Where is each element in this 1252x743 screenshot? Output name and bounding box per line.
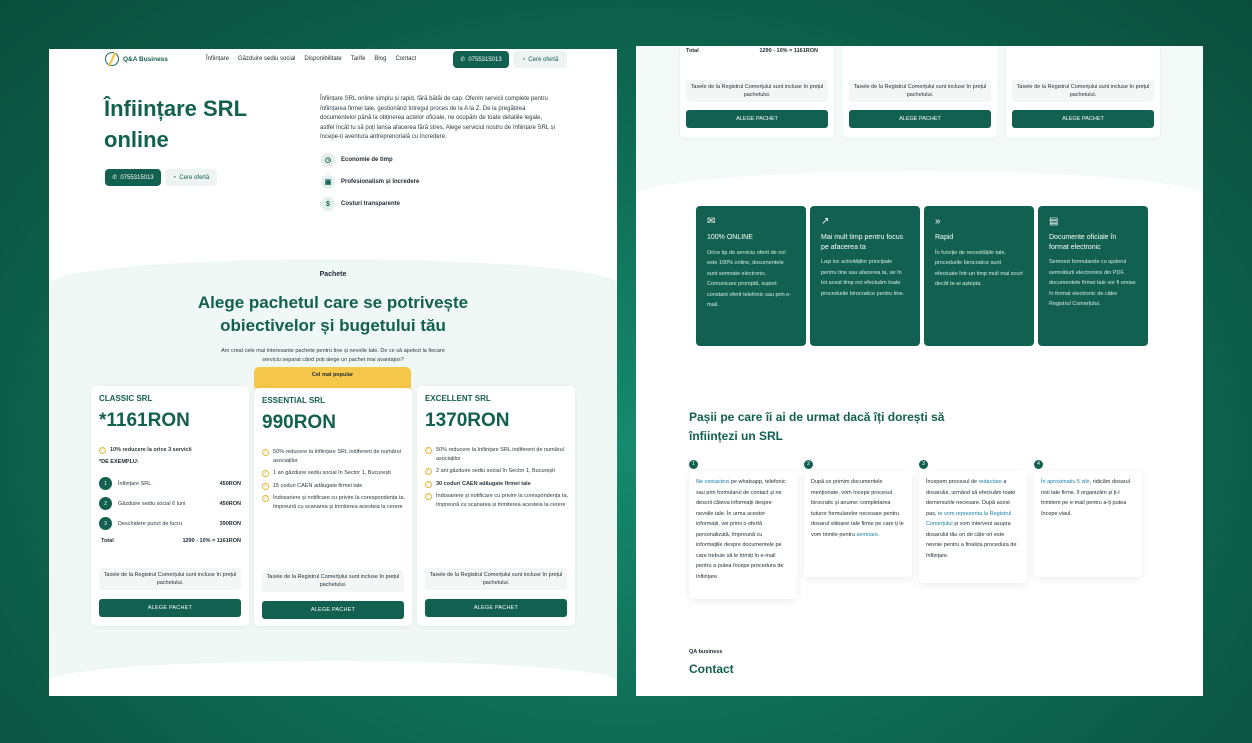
step-text: , ridicăm dosarul noii tale firme, îl organizăm și ți-l trimitem pe e-mail pentru a-ți putea începe viaul. bbox=[1041, 479, 1130, 517]
phone-icon: ✆ bbox=[112, 175, 118, 181]
nav-phone-button[interactable] bbox=[453, 51, 509, 68]
menu-item-gazduire[interactable]: Găzduire sediu social bbox=[238, 56, 296, 62]
benefit-card-online bbox=[696, 206, 806, 346]
step-number-2: 2 bbox=[804, 460, 813, 469]
whatsapp-icon: ◔ bbox=[172, 174, 177, 181]
bullet-text: 50% reducere la înființare SRL indiferent de numărul asociaților bbox=[436, 447, 564, 462]
packages-subtitle: Am creat cele mai interesante pachete pentru tine și nevoile tale. De ce să apelezi la fiecare serviciu separat când poți alege un pachet mai avantajos? bbox=[221, 348, 445, 363]
example-row bbox=[99, 497, 241, 510]
feature-label: Profesionalism și încredere bbox=[341, 179, 420, 185]
benefit-card-rapid bbox=[924, 206, 1034, 346]
classic-discount bbox=[99, 446, 243, 459]
discount-text: 10% reducere la orice 3 servicii bbox=[110, 447, 192, 453]
step-text: După ce primim documentele menționate, vom începe procesul birocratic și anume: completarea tuturor formularelor necesare pentru dosarul viitoarei tale firme pe care ți le vom trimite pentru bbox=[811, 479, 904, 538]
example-total bbox=[686, 48, 824, 54]
check-icon: ✓ bbox=[263, 482, 268, 489]
benefit-card-focus bbox=[810, 206, 920, 346]
hero-offer-label: Cere ofertă bbox=[179, 174, 210, 181]
bullet-item bbox=[99, 446, 243, 455]
step-number: 1 bbox=[99, 477, 112, 490]
choose-package-button[interactable]: ALEGE PACHET bbox=[1012, 110, 1154, 128]
tax-note: Taxele de la Registrul Comerțului sunt incluse în prețul pachetului. bbox=[99, 568, 241, 590]
feature-costuri bbox=[321, 197, 400, 211]
choose-package-button[interactable]: ALEGE PACHET bbox=[262, 601, 404, 619]
step-card-1 bbox=[689, 471, 797, 599]
step-text: a dosarului, urmând să efectuăm toate demersurile necesare. După acest pas, bbox=[926, 479, 1016, 517]
feature-label: Economie de timp bbox=[341, 157, 393, 163]
total-label: Total bbox=[101, 538, 114, 544]
example-price: 450RON bbox=[219, 500, 241, 507]
tax-note: Taxele de la Registrul Comerțului sunt incluse în prețul pachetului. bbox=[686, 80, 828, 102]
contact-title: Contact bbox=[689, 662, 734, 676]
bullet-text: 2 ani găzduire sediu social în Sector 1, București bbox=[436, 468, 555, 474]
check-icon: ✓ bbox=[426, 447, 431, 453]
bullet-item bbox=[262, 494, 406, 511]
benefit-title: 100% ONLINE bbox=[707, 234, 753, 241]
phone-icon: ✆ bbox=[460, 57, 466, 63]
benefit-text: Semnezi formularele cu ajutorul semnăturii electronice din PDF, documentele firmei tale vor fi emise în format electronic de către Registrul Comerțului. bbox=[1049, 259, 1136, 307]
tax-note: Taxele de la Registrul Comerțului sunt incluse în prețul pachetului. bbox=[1012, 80, 1154, 102]
step-text: pe whatsapp, telefonic sau prin formularul de contact și ne descrii câteva informații despre nevoile tale. În urma acestor informații, vei primi o ofertă personalizată, împreună cu informațiile despre documentele pe care trebuie să le trimiți în e-mail pentru a putea începe procedura de înființare. bbox=[696, 479, 786, 580]
example-price: 450RON bbox=[219, 480, 241, 487]
clock-icon: ◷ bbox=[321, 153, 335, 167]
bullet-text: Îndosariere și notificare cu privire la corespondența ta, împreună cu scanarea și trimiterea acesteia la cerere bbox=[273, 495, 406, 510]
check-icon: ✓ bbox=[100, 447, 105, 453]
step-text: Începem procesul de bbox=[926, 479, 979, 485]
package-name: EXCELLENT SRL bbox=[425, 394, 491, 403]
check-icon: ✓ bbox=[263, 495, 268, 501]
hero-phone-number: 0755315013 bbox=[120, 174, 154, 181]
example-label: Deschidere punct de lucru bbox=[118, 520, 182, 527]
bullet-item bbox=[425, 480, 569, 489]
package-card-bottom-excellent bbox=[1006, 46, 1160, 138]
benefit-title: Rapid bbox=[935, 234, 954, 241]
example-title: *DE EXEMPLU: bbox=[99, 459, 139, 465]
check-icon: ✓ bbox=[263, 470, 268, 476]
menu-item-disponibilitate[interactable]: Disponibilitate bbox=[304, 56, 342, 62]
total-value: 1290 - 10% = 1161RON bbox=[759, 48, 818, 54]
benefit-text: Orice tip de serviciu oferit de noi este 100% online, documentele sunt semnate electronic. Comunicare promptă, suport constant oferit telefonic sau prin e-mail. bbox=[707, 249, 792, 308]
briefcase-icon: ▣ bbox=[321, 175, 335, 189]
example-price: 390RON bbox=[219, 520, 241, 527]
feature-label: Costuri transparente bbox=[341, 201, 401, 207]
packages-label: Pachete bbox=[319, 271, 347, 278]
check-icon: ✓ bbox=[426, 468, 431, 474]
choose-package-button[interactable]: ALEGE PACHET bbox=[425, 599, 567, 617]
benefit-card-documente bbox=[1038, 206, 1148, 346]
bullet-text: 15 coduri CAEN adăugate firmei tale bbox=[273, 482, 363, 489]
feature-economie bbox=[321, 153, 393, 167]
step-number: 2 bbox=[99, 497, 112, 510]
step-text-tail: . bbox=[877, 531, 880, 538]
tax-note: Taxele de la Registrul Comerțului sunt incluse în prețul pachetului. bbox=[849, 80, 991, 102]
total-value: 1290 - 10% = 1161RON bbox=[182, 538, 241, 544]
hero-title: Înființare SRL online bbox=[104, 96, 247, 152]
package-name: ESSENTIAL SRL bbox=[262, 396, 325, 405]
contact-eyebrow: QA business bbox=[689, 649, 723, 655]
bullet-item bbox=[262, 482, 406, 491]
example-row bbox=[99, 477, 241, 490]
bullet-item bbox=[425, 446, 569, 463]
left-screenshot-panel bbox=[49, 49, 617, 696]
check-icon: ✓ bbox=[263, 449, 268, 455]
package-card-essential bbox=[254, 386, 412, 626]
packages-title: Alege pachetul care se potrivește obiectivelor și bugetului tău bbox=[197, 293, 469, 335]
package-card-bottom-essential bbox=[843, 46, 997, 138]
tax-note: Taxele de la Registrul Comerțului sunt incluse în prețul pachetului. bbox=[425, 568, 567, 590]
bullet-item bbox=[262, 469, 406, 478]
signing-link[interactable]: semnare bbox=[856, 531, 878, 538]
package-bullets bbox=[262, 448, 406, 515]
benefit-text: Lași loc activităților principale pentru tine sau afacerea ta, iar în tot acest timp noi efectuăm toate procedurile birocratice pentru tine. bbox=[821, 259, 905, 297]
most-popular-badge: Cel mai popular bbox=[254, 367, 411, 387]
example-label: Înființare SRL bbox=[118, 480, 152, 487]
total-label: Total bbox=[686, 48, 699, 54]
brand-name: Q&A Business bbox=[123, 55, 168, 63]
step-number-4: 4 bbox=[1034, 460, 1043, 469]
example-total bbox=[101, 538, 241, 544]
bullet-item bbox=[262, 448, 406, 465]
contact-link[interactable]: Ne contactezi bbox=[696, 479, 730, 485]
menu-item-tarife[interactable]: Tarife bbox=[350, 56, 366, 62]
feature-profesionalism bbox=[321, 175, 419, 189]
fast-forward-icon: » bbox=[935, 216, 941, 227]
package-card-classic bbox=[91, 386, 249, 626]
logo-icon bbox=[105, 52, 119, 66]
package-price: 1370RON bbox=[425, 410, 510, 431]
tax-note: Taxele de la Registrul Comerțului sunt incluse în prețul pachetului. bbox=[262, 570, 404, 592]
check-icon: ✓ bbox=[426, 493, 431, 499]
package-card-bottom-classic bbox=[680, 46, 834, 138]
hero-phone-button[interactable] bbox=[105, 169, 161, 186]
choose-package-button[interactable]: ALEGE PACHET bbox=[99, 599, 241, 617]
package-price: 990RON bbox=[262, 412, 336, 433]
bullet-text: 30 coduri CAEN adăugate firmei tale bbox=[436, 480, 531, 487]
menu-item-contact[interactable]: Contact bbox=[395, 56, 417, 62]
package-bullets bbox=[425, 446, 569, 513]
example-row bbox=[99, 517, 241, 530]
bullet-item bbox=[425, 467, 569, 476]
nav-phone-number: 0755315013 bbox=[468, 56, 502, 63]
menu-item-blog[interactable]: Blog bbox=[374, 56, 387, 62]
five-days-link[interactable]: În aproximativ 5 zile bbox=[1041, 479, 1090, 485]
main-menu bbox=[206, 56, 416, 62]
dollar-icon: $ bbox=[321, 197, 335, 211]
top-navigation bbox=[49, 49, 617, 71]
mail-icon: ✉ bbox=[707, 216, 716, 227]
package-name: CLASSIC SRL bbox=[99, 394, 153, 403]
step-number-1: 1 bbox=[689, 460, 698, 469]
brand-logo[interactable] bbox=[105, 52, 168, 66]
package-card-excellent bbox=[417, 386, 575, 626]
nav-offer-label: Cere ofertă bbox=[528, 56, 559, 63]
steps-title: Pașii pe care îi ai de urmat dacă îți dorești să înființezi un SRL bbox=[689, 410, 945, 443]
representation-link[interactable]: te vom reprezenta la Registrul Comerțului bbox=[926, 510, 1012, 527]
drafting-link[interactable]: redactare bbox=[978, 479, 1002, 485]
package-price: *1161RON bbox=[99, 410, 190, 431]
choose-package-button[interactable]: ALEGE PACHET bbox=[686, 110, 828, 128]
bullet-text: 1 an găzduire sediu social în Sector 1, București bbox=[273, 470, 391, 476]
step-card-4 bbox=[1034, 471, 1142, 577]
whatsapp-icon: ◔ bbox=[521, 56, 526, 63]
hero-description: Înființare SRL online simplu și rapid, fără bătăi de cap. Oferim servicii complete pentru înființarea firmei tale, gestionând întregul proces de la A la Z. De la pregătirea documentelor până la obținerea actelor oficiale, ne ocupăm de toate detaliile legale, astfel încât tu să poți lansa afacerea fără stres. Alege serviciul nostru de înființare SRL și începe-ți aventura antreprenorială cu încredere. bbox=[320, 96, 555, 141]
right-screenshot-panel bbox=[636, 46, 1203, 696]
example-label: Găzduire sediu social 6 luni bbox=[118, 500, 186, 507]
document-icon: ▤ bbox=[1049, 216, 1059, 227]
next-section-bg bbox=[49, 661, 617, 696]
bullet-text: 50% reducere la înființare SRL indiferent de numărul asociaților bbox=[273, 449, 401, 464]
step-card-2 bbox=[804, 471, 912, 577]
hero-offer-button[interactable] bbox=[165, 169, 217, 186]
bullet-item bbox=[425, 492, 569, 509]
step-number: 3 bbox=[99, 517, 112, 530]
step-text-tail: și vom interveni asupra dosarului tău ori de câte ori este nevoie pentru a finaliza procedura de înființare. bbox=[926, 521, 1017, 559]
benefit-text: În funcție de necesitățile tale, procedurile birocratice sunt efectuate într-un timp mult mai scurt decât te-ai aștepta. bbox=[935, 249, 1023, 287]
nav-offer-button[interactable] bbox=[513, 51, 567, 68]
bullet-text: Îndosariere și notificare cu privire la corespondența ta, împreună cu scanarea și trimiterea acesteia la cerere bbox=[436, 493, 569, 508]
step-number-3: 3 bbox=[919, 460, 928, 469]
choose-package-button[interactable]: ALEGE PACHET bbox=[849, 110, 991, 128]
trend-up-icon: ↗ bbox=[821, 216, 830, 227]
benefit-title: Mai mult timp pentru focus pe afacerea ta bbox=[821, 234, 904, 251]
benefit-title: Documente oficiale în format electronic bbox=[1049, 234, 1117, 251]
step-card-3 bbox=[919, 471, 1027, 583]
check-icon: ✓ bbox=[426, 480, 431, 487]
menu-item-infiintare[interactable]: Înființare bbox=[206, 56, 230, 62]
